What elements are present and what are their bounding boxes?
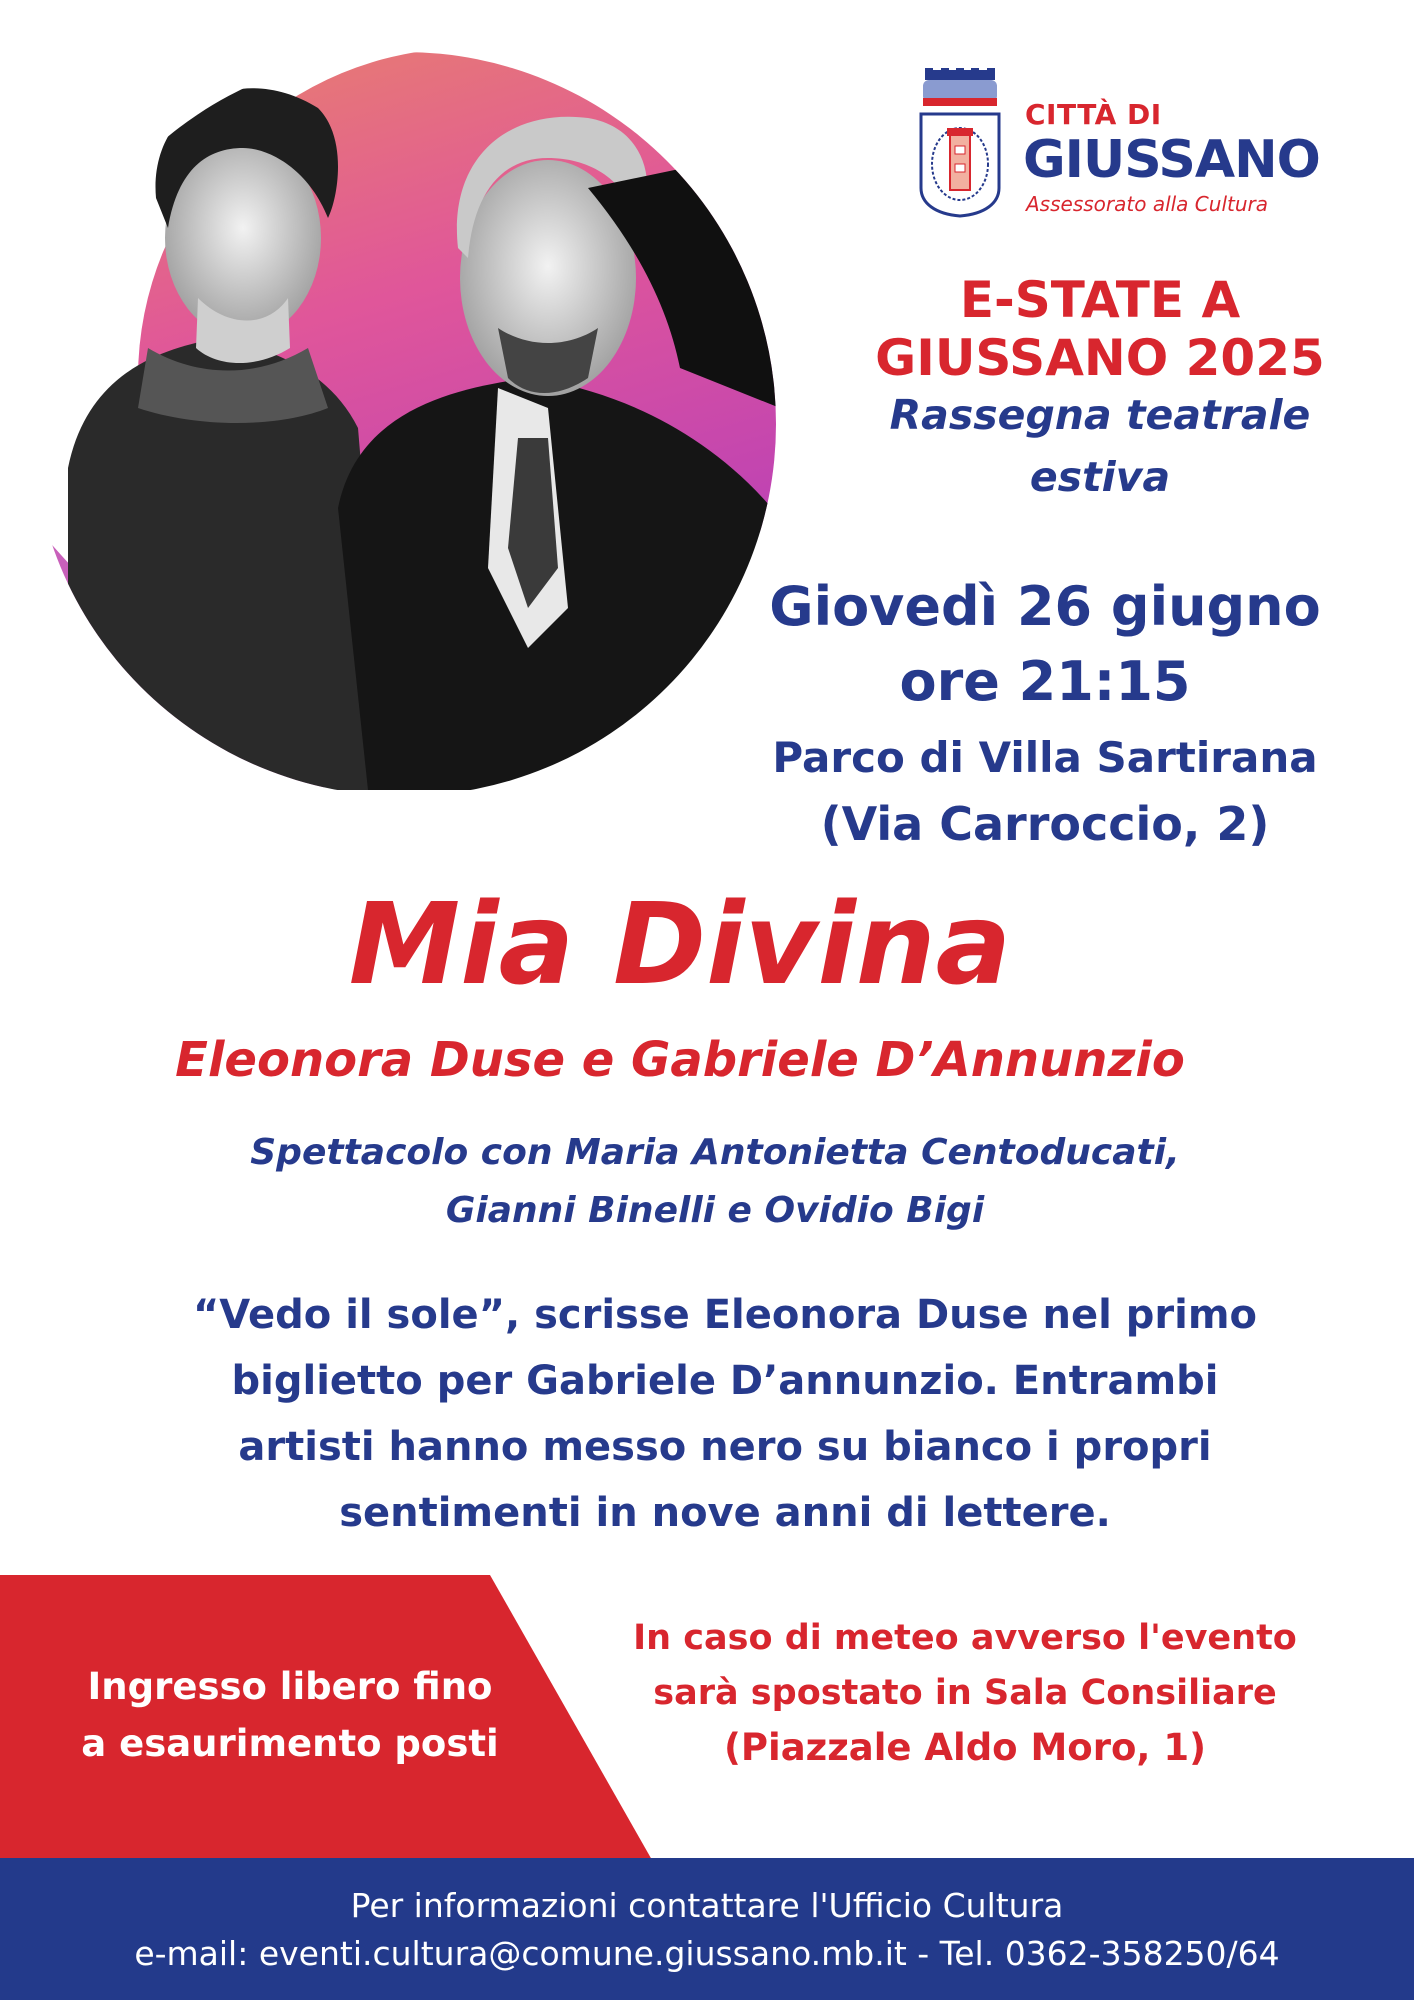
footer-info: Per informazioni contattare l'Ufficio Cultura (350, 1886, 1064, 1925)
weather-note-line2: sarà spostato in Sala Consiliare (653, 1673, 1277, 1713)
description-line: biglietto per Gabriele D’annunzio. Entrambi (231, 1358, 1219, 1404)
entry-banner-background (0, 1575, 652, 1860)
show-subtitle: Eleonora Duse e Gabriele D’Annunzio (175, 1032, 1185, 1088)
logo-city-name: GIUSSANO (1023, 130, 1320, 190)
festival-series-line1: Rassegna teatrale (889, 391, 1311, 439)
festival-title-line1: E-STATE A (959, 271, 1241, 329)
coat-of-arms-icon (915, 68, 1005, 218)
event-date: Giovedì 26 giugno (769, 575, 1321, 638)
logo-department: Assessorato alla Cultura (1026, 192, 1268, 216)
description-line: “Vedo il sole”, scrisse Eleonora Duse nel primo (192, 1292, 1257, 1338)
entry-note-line1: Ingresso libero fino (87, 1665, 493, 1708)
festival-title-line2: GIUSSANO 2025 (875, 329, 1325, 387)
show-title: Mia Divina (348, 880, 1012, 1010)
description-line: artisti hanno messo nero su bianco i propri (238, 1424, 1212, 1470)
event-venue: Parco di Villa Sartirana (772, 733, 1318, 782)
show-cast-line1: Spettacolo con Maria Antonietta Centoducati, (250, 1132, 1180, 1173)
weather-note-line3: (Piazzale Aldo Moro, 1) (724, 1726, 1206, 1769)
portrait-photo (28, 48, 780, 790)
logo-city-prefix: CITTÀ DI (1025, 98, 1162, 131)
weather-note-line1: In caso di meteo avverso l'evento (633, 1618, 1297, 1658)
description-line: sentimenti in nove anni di lettere. (339, 1490, 1111, 1536)
entry-note-line2: a esaurimento posti (81, 1722, 499, 1765)
festival-series-line2: estiva (1029, 453, 1171, 501)
event-time: ore 21:15 (899, 650, 1191, 713)
footer-bar (0, 1858, 1414, 2000)
event-address: (Via Carroccio, 2) (820, 797, 1270, 851)
footer-contact: e-mail: eventi.cultura@comune.giussano.mb.it - Tel. 0362-358250/64 (134, 1934, 1280, 1973)
show-cast-line2: Gianni Binelli e Ovidio Bigi (445, 1190, 985, 1231)
